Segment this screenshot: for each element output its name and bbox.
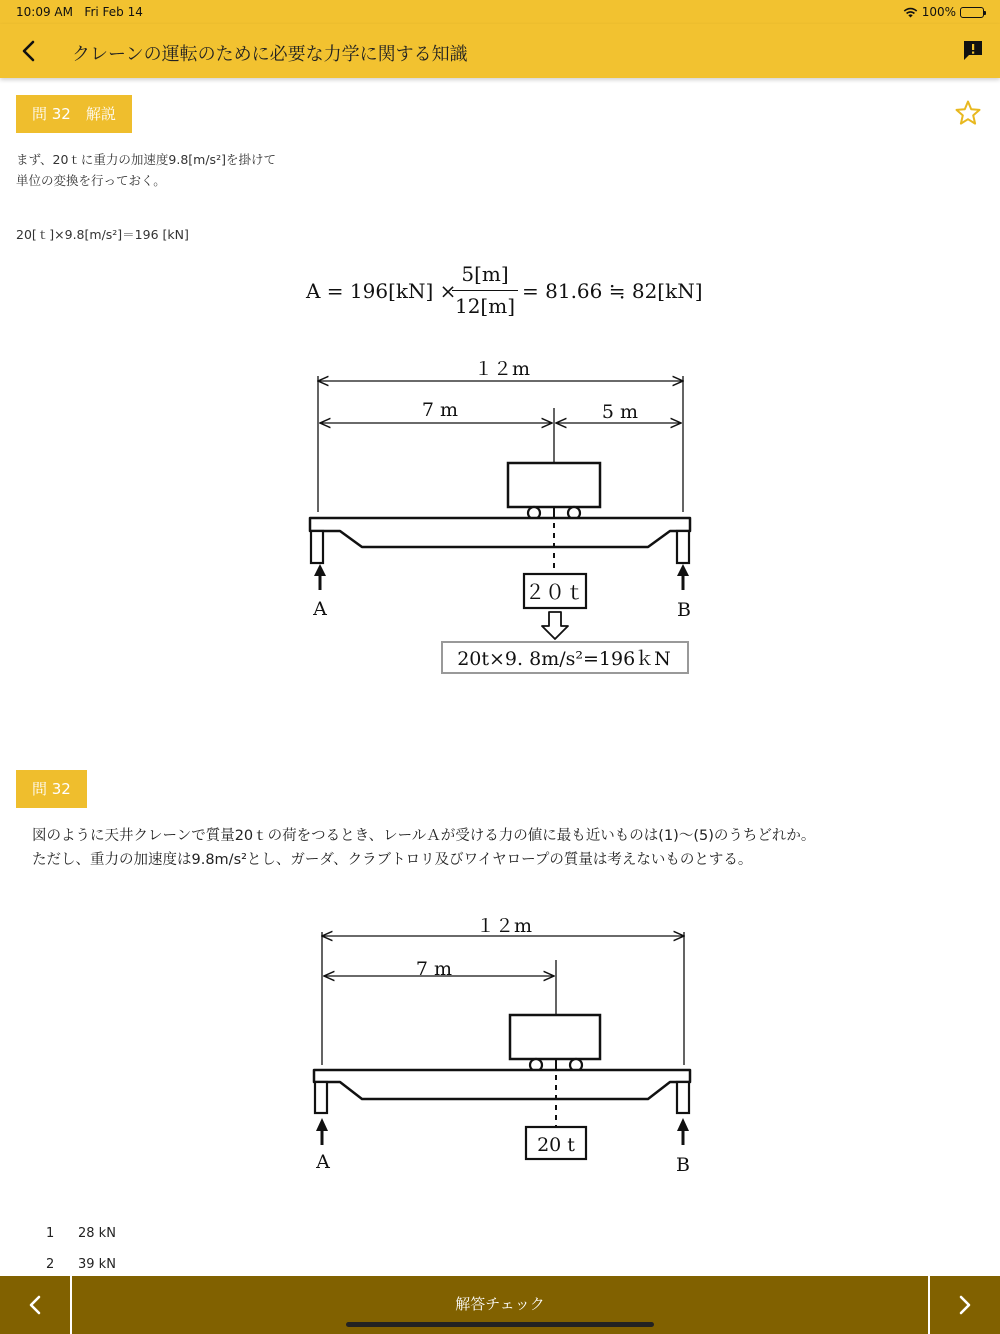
support-a-label: A <box>313 598 327 620</box>
q-load-label: 20 t <box>537 1134 575 1156</box>
choice-number: 2 <box>46 1257 55 1272</box>
choice-label: 28 kN <box>78 1226 116 1241</box>
span-left-label: 7 m <box>421 399 459 421</box>
status-time: 10:09 AM Fri Feb 14 <box>16 5 143 19</box>
calc-line: 20[ｔ]×9.8[m/s²]＝196 [kN] <box>16 227 189 242</box>
back-button[interactable] <box>14 36 44 66</box>
home-indicator <box>346 1322 654 1327</box>
explanation-line-2: 単位の変換を行っておく。 <box>16 173 166 188</box>
choice-number: 1 <box>46 1226 55 1241</box>
force-label: 20t×9. 8m/s²=196ｋN <box>457 648 671 670</box>
explanation-line-1: まず、20ｔに重力の加速度9.8[m/s²]を掛けて <box>16 152 276 167</box>
formula-left: A = 196[kN] × <box>306 279 457 303</box>
support-b-label: B <box>677 599 691 621</box>
question-crane-diagram <box>300 905 700 1180</box>
answer-check-button[interactable]: 解答チェック <box>455 1295 545 1313</box>
formula <box>300 260 703 322</box>
explanation-tag: 問 32 解説 <box>16 95 132 133</box>
q-support-a-label: A <box>316 1151 330 1173</box>
question-text <box>32 824 815 872</box>
question-line-2: ただし、重力の加速度は9.8m/s²とし、ガーダ、クラブトロリ及びワイヤロープの質量は考えないものとする。 <box>32 852 753 868</box>
explanation-text <box>16 149 276 191</box>
status-right <box>903 5 984 19</box>
report-button[interactable] <box>962 39 984 61</box>
span-right-label: 5 m <box>601 401 639 423</box>
star-icon <box>954 99 982 127</box>
report-icon <box>962 39 984 61</box>
load-label: ２０ｔ <box>525 580 585 604</box>
question-tag: 問 32 <box>16 770 87 808</box>
page-title: クレーンの運転のために必要な力学に関する知識 <box>72 44 468 65</box>
span-total-label: １２m <box>473 358 531 380</box>
nav-bar <box>0 24 1000 78</box>
choice-2[interactable] <box>46 1257 116 1272</box>
choice-1[interactable] <box>46 1226 116 1241</box>
question-line-1: 図のように天井クレーンで質量20ｔの荷をつるとき、レールＡが受ける力の値に最も近いものは(1)～(5)のうちどれか。 <box>32 828 816 844</box>
next-button[interactable] <box>928 1276 1000 1334</box>
choice-label: 39 kN <box>78 1257 116 1272</box>
battery-icon <box>960 7 984 18</box>
battery-percent: 100% <box>921 5 956 19</box>
previous-button[interactable] <box>0 1276 72 1334</box>
chevron-left-icon <box>21 40 37 62</box>
favorite-button[interactable] <box>954 99 982 127</box>
formula-fraction <box>452 262 518 318</box>
q-span-left-label: 7 m <box>415 958 453 980</box>
formula-right: = 81.66 ≒ 82[kN] <box>522 279 703 303</box>
wifi-icon <box>903 7 918 18</box>
chevron-right-icon <box>957 1294 973 1316</box>
q-span-total-label: １２m <box>475 915 533 937</box>
formula-denominator: 12[m] <box>454 294 516 318</box>
status-bar <box>0 0 1000 24</box>
explanation-crane-diagram <box>300 350 700 680</box>
formula-numerator: 5[m] <box>461 262 509 286</box>
chevron-left-icon <box>27 1294 43 1316</box>
q-support-b-label: B <box>676 1154 690 1176</box>
